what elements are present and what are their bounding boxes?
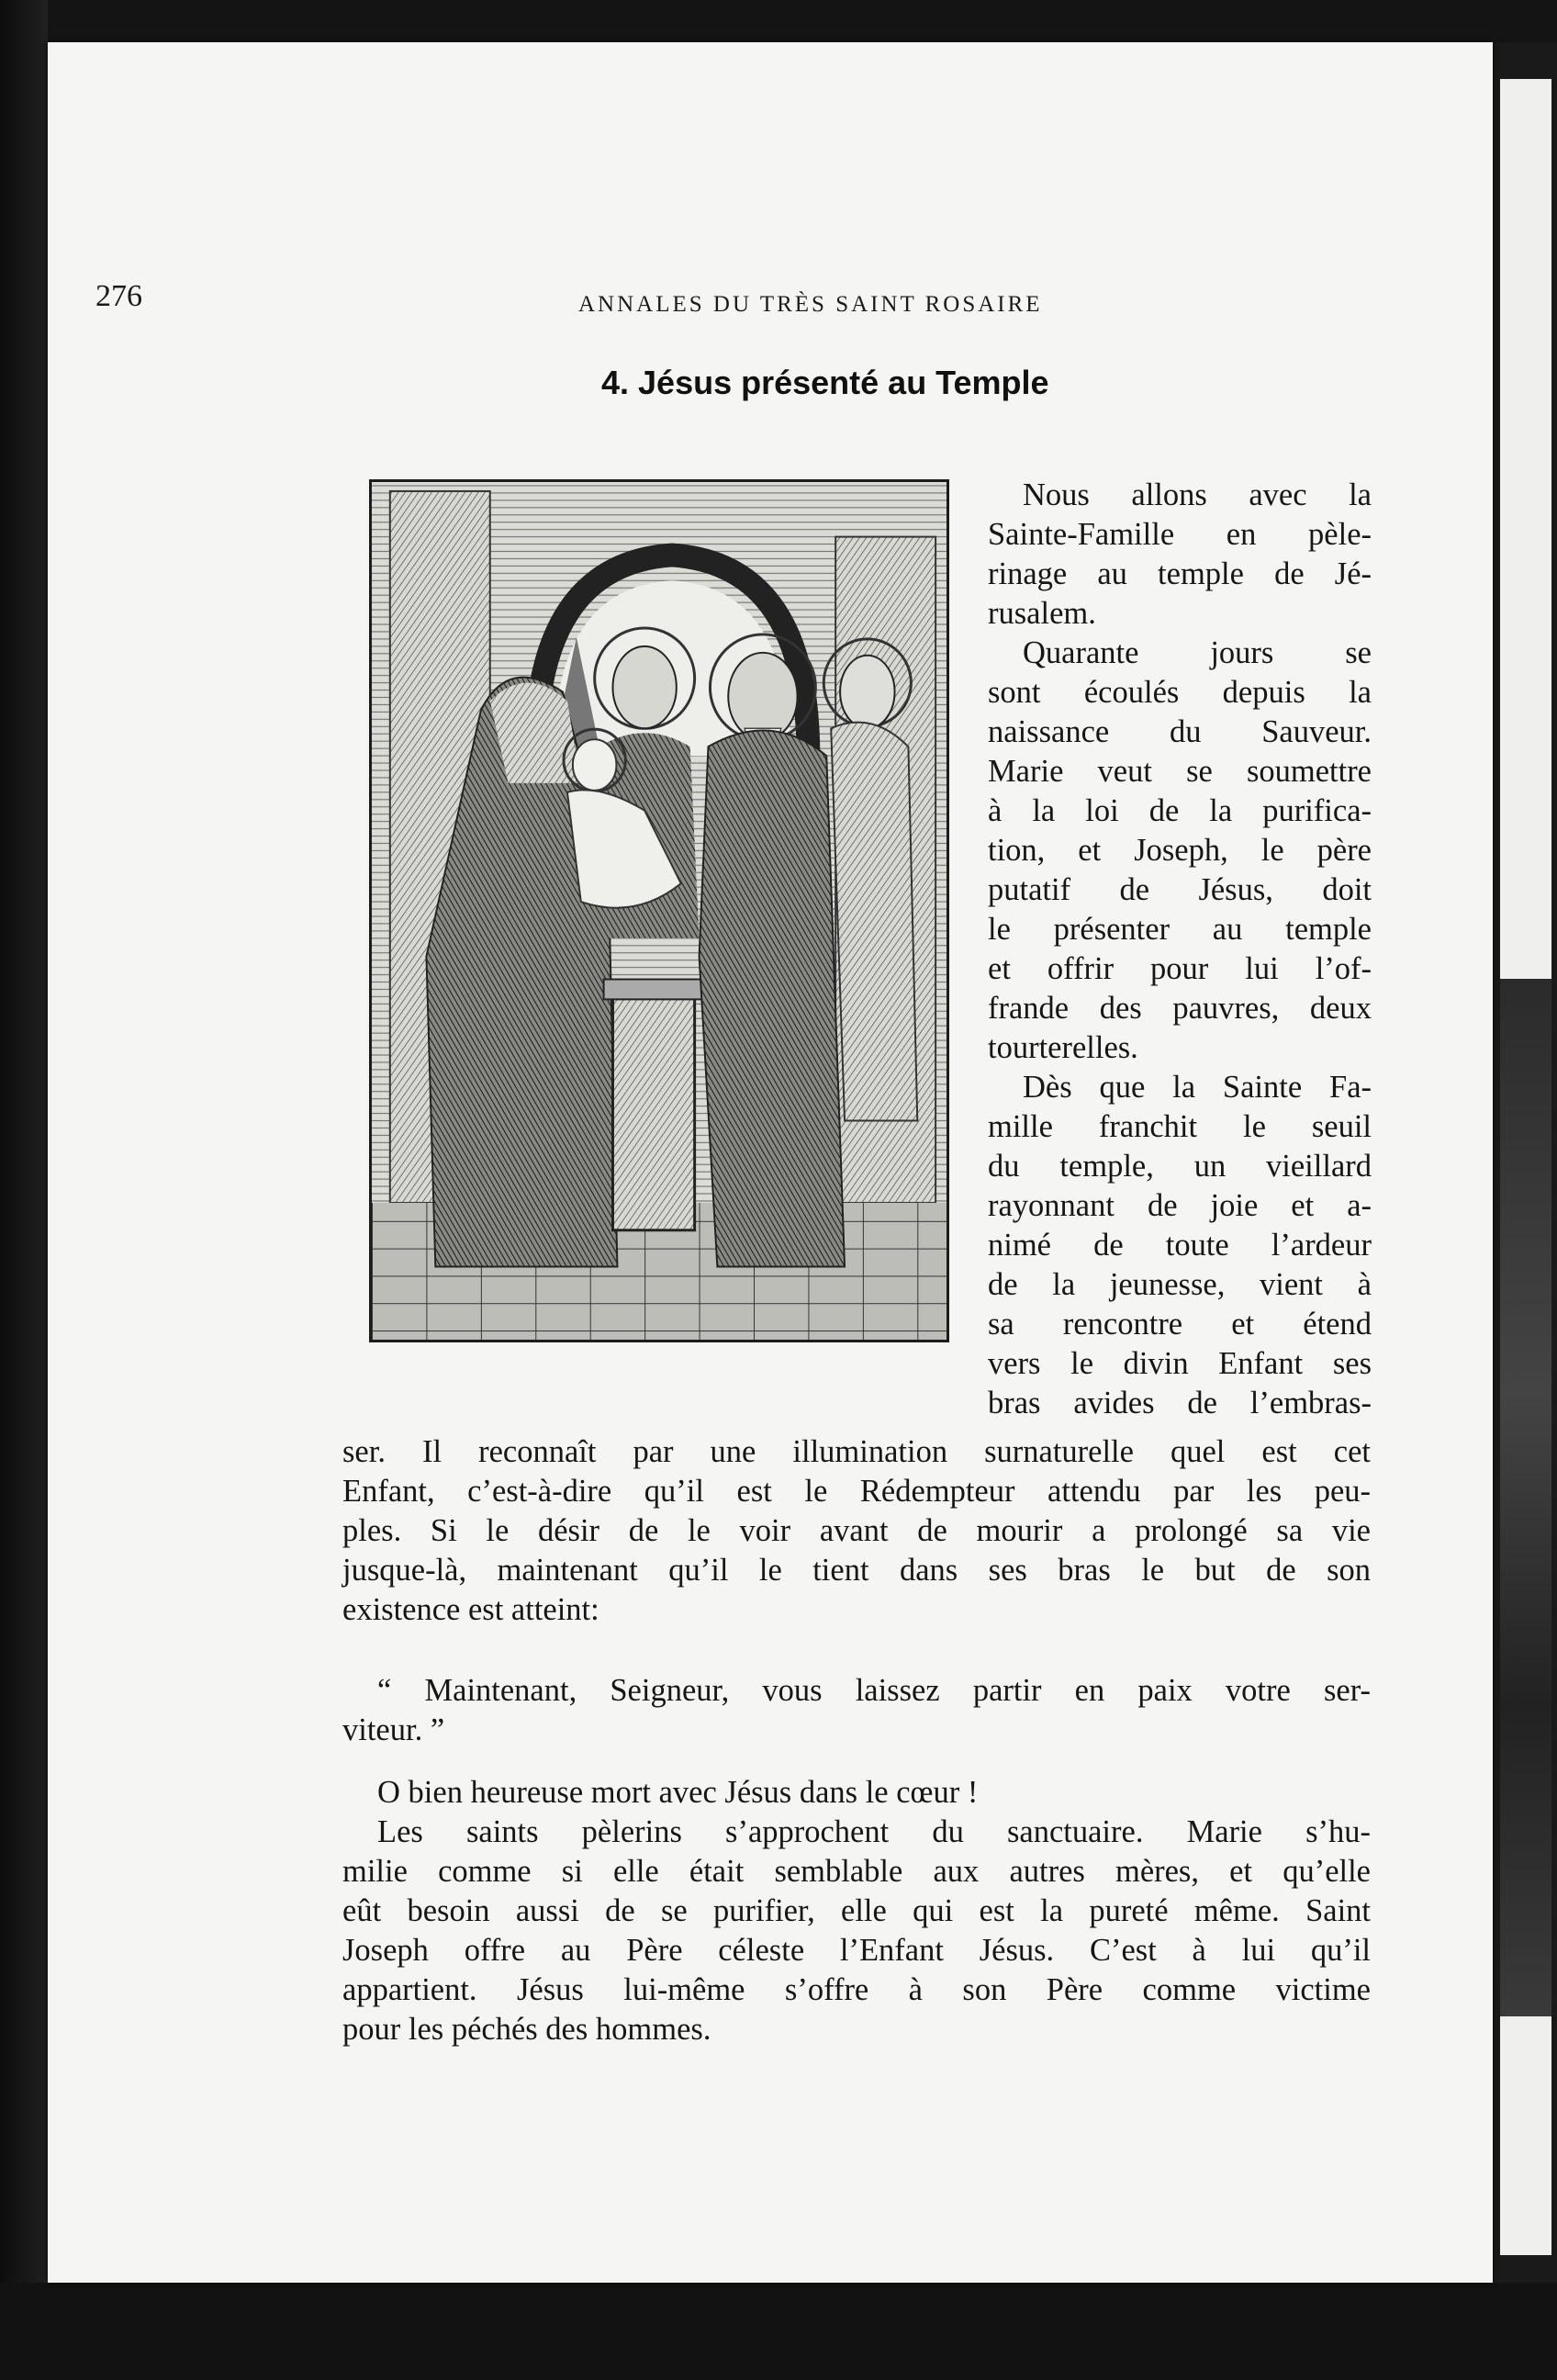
text-line: Quarante jours se — [1023, 635, 1372, 670]
text-line: nimé de toute l’ardeur — [988, 1228, 1372, 1263]
text-line: jusque-là, maintenant qu’il le tient dans ses bras le but de son — [342, 1553, 1371, 1588]
text-line: naissance du Sauveur. — [988, 714, 1372, 749]
text-line: rusalem. — [988, 596, 1096, 631]
text-line: sont écoulés depuis la — [988, 675, 1372, 710]
section-title: 4. Jésus présenté au Temple — [601, 364, 1049, 401]
facing-page-edge — [1493, 42, 1557, 2283]
text-line: frande des pauvres, deux — [988, 991, 1372, 1026]
text-line: viteur. ” — [342, 1712, 445, 1747]
text-line: eût besoin aussi de se purifier, elle qui est la pureté même. Saint — [342, 1893, 1371, 1928]
text-line: et offrir pour lui l’of- — [988, 951, 1372, 986]
facing-page-strip-bottom — [1500, 2016, 1551, 2255]
text-paragraph-continued — [342, 1432, 1371, 1630]
text-line: rayonnant de joie et a- — [988, 1188, 1372, 1223]
text-line: putatif de Jésus, doit — [988, 872, 1372, 907]
text-line: mille franchit le seuil — [988, 1109, 1372, 1144]
text-line: ples. Si le désir de le voir avant de mourir a prolongé sa vie — [342, 1513, 1371, 1548]
text-paragraph-closing — [342, 1773, 1371, 2049]
text-line: Sainte-Famille en pèle- — [988, 517, 1372, 552]
text-line: à la loi de la purifica- — [988, 793, 1372, 828]
text-line: Marie veut se soumettre — [988, 754, 1372, 789]
text-line: existence est atteint: — [342, 1592, 599, 1627]
text-line: O bien heureuse mort avec Jésus dans le cœur ! — [377, 1775, 979, 1810]
text-line: de la jeunesse, vient à — [988, 1267, 1372, 1302]
book-page — [48, 42, 1493, 2283]
text-line: vers le divin Enfant ses — [988, 1346, 1372, 1381]
facing-page-strip-top — [1500, 79, 1551, 979]
text-line: rinage au temple de Jé- — [988, 556, 1372, 591]
page-number: 276 — [95, 279, 142, 313]
text-line: Dès que la Sainte Fa- — [1023, 1070, 1372, 1105]
text-line: ser. Il reconnaît par une illumination surnaturelle quel est cet — [342, 1434, 1371, 1469]
scan-border-left — [0, 0, 48, 2380]
text-line: Nous allons avec la — [1023, 477, 1372, 512]
quotation — [342, 1671, 1371, 1750]
text-line: appartient. Jésus lui-même s’offre à son Père comme victime — [342, 1972, 1371, 2007]
presentation-engraving-icon — [369, 479, 949, 1342]
text-line: Les saints pèlerins s’approchent du sanctuaire. Marie s’hu- — [377, 1814, 1371, 1849]
text-line: Enfant, c’est-à-dire qu’il est le Rédempteur attendu par les peu- — [342, 1474, 1371, 1509]
text-line: tion, et Joseph, le père — [988, 833, 1372, 868]
text-line: du temple, un vieillard — [988, 1149, 1372, 1184]
scan-border-bottom — [0, 2283, 1557, 2380]
text-line: “ Maintenant, Seigneur, vous laissez partir en paix votre ser- — [377, 1673, 1371, 1708]
text-column-right — [988, 476, 1372, 1423]
text-line: Joseph offre au Père céleste l’Enfant Jésus. C’est à lui qu’il — [342, 1933, 1371, 1968]
text-line: tourterelles. — [988, 1030, 1138, 1065]
engraving-drawing — [372, 482, 947, 1340]
text-line: le présenter au temple — [988, 912, 1372, 947]
text-line: bras avides de l’embras- — [988, 1386, 1372, 1420]
running-head: ANNALES DU TRÈS SAINT ROSAIRE — [578, 292, 1043, 317]
text-line: sa rencontre et étend — [988, 1307, 1372, 1342]
text-line: pour les péchés des hommes. — [342, 2012, 711, 2047]
facing-page-photo-strip — [1500, 979, 1551, 2016]
text-line: milie comme si elle était semblable aux autres mères, et qu’elle — [342, 1854, 1371, 1889]
